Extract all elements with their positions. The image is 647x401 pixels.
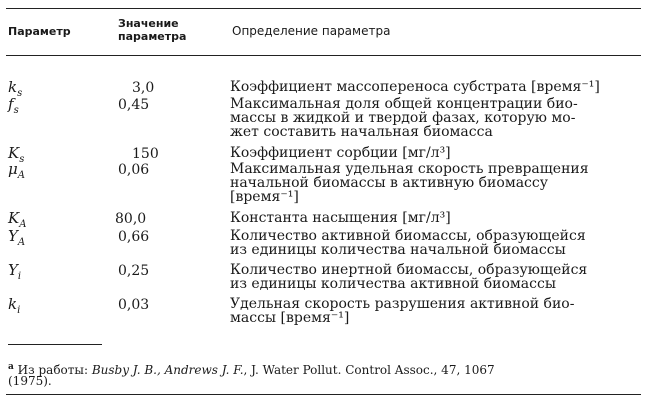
header-value-line1: Значение bbox=[118, 17, 179, 30]
top-rule bbox=[6, 8, 641, 9]
parameter-definition bbox=[230, 211, 640, 225]
definition-line: [время⁻¹] bbox=[230, 189, 299, 205]
parameter-value: 0,03 bbox=[118, 297, 150, 313]
header-rule bbox=[6, 55, 641, 56]
definition-line: Удельная скорость разрушения активной био- bbox=[230, 296, 575, 312]
symbol-main: k bbox=[8, 78, 18, 96]
footnote-line2: (1975). bbox=[8, 374, 52, 388]
parameter-definition bbox=[230, 80, 640, 94]
parameter-definition bbox=[230, 97, 640, 139]
parameter-definition bbox=[230, 263, 640, 291]
definition-line: массы в жидкой и твердой фазах, которую мо- bbox=[230, 110, 576, 126]
parameter-value: 0,45 bbox=[118, 97, 150, 113]
definition-line: Количество инертной биомассы, образующейся bbox=[230, 262, 588, 278]
footnote bbox=[8, 360, 495, 377]
parameter-symbol bbox=[8, 95, 19, 116]
symbol-subscript: i bbox=[17, 305, 21, 316]
parameter-value: 80,0 bbox=[115, 211, 147, 227]
definition-line: жет составить начальная биомасса bbox=[230, 124, 493, 140]
header-parameter: Параметр bbox=[8, 25, 71, 38]
symbol-subscript: A bbox=[17, 237, 26, 248]
symbol-main: k bbox=[8, 295, 18, 313]
symbol-main: K bbox=[8, 209, 20, 227]
parameter-value: 0,06 bbox=[118, 162, 150, 178]
parameter-symbol bbox=[8, 295, 20, 316]
definition-line: начальной биомассы в активную биомассу bbox=[230, 175, 548, 191]
parameter-symbol bbox=[8, 160, 25, 181]
definition-line: Константа насыщения [мг/л³] bbox=[230, 210, 451, 226]
parameter-value: 3,0 bbox=[132, 80, 155, 96]
definition-line: Количество активной биомассы, образующейся bbox=[230, 228, 586, 244]
parameter-value: 0,25 bbox=[118, 263, 150, 279]
symbol-subscript: A bbox=[19, 219, 27, 230]
parameter-value: 0,66 bbox=[118, 229, 150, 245]
definition-line: Коэффициент сорбции [мг/л³] bbox=[230, 145, 451, 161]
symbol-subscript: s bbox=[17, 88, 23, 99]
symbol-subscript: i bbox=[17, 271, 22, 282]
parameter-definition bbox=[230, 229, 640, 257]
definition-line: Максимальная удельная скорость превращения bbox=[230, 161, 589, 177]
parameter-definition bbox=[230, 162, 640, 204]
parameter-definition bbox=[230, 146, 640, 160]
header-definition: Определение параметра bbox=[232, 24, 391, 38]
definition-line: из единицы количества начальной биомассы bbox=[230, 242, 566, 258]
header-value-line2: параметра bbox=[118, 30, 187, 43]
footnote-source: , J. Water Pollut. Control Assoc., 47, 1067 bbox=[243, 363, 495, 377]
definition-line: из единицы количества активной биомассы bbox=[230, 276, 556, 292]
footnote-authors: Busby J. B., Andrews J. F. bbox=[91, 363, 244, 377]
symbol-main: f bbox=[8, 95, 14, 113]
footnote-prefix: Из работы: bbox=[13, 363, 92, 377]
symbol-main: μ bbox=[8, 160, 18, 178]
definition-line: Максимальная доля общей концентрации био- bbox=[230, 96, 578, 112]
bottom-rule bbox=[6, 394, 641, 395]
symbol-main: Y bbox=[8, 227, 18, 245]
symbol-subscript: s bbox=[19, 154, 25, 165]
definition-line: массы [время⁻¹] bbox=[230, 310, 350, 326]
parameter-symbol bbox=[8, 227, 25, 248]
symbol-main: Y bbox=[8, 261, 18, 279]
symbol-subscript: A bbox=[17, 170, 25, 181]
footnote-mark: a bbox=[8, 362, 14, 372]
parameter-symbol bbox=[8, 261, 21, 282]
symbol-main: K bbox=[8, 144, 20, 162]
parameter-definition bbox=[230, 297, 640, 325]
footnote-rule bbox=[8, 344, 102, 345]
parameter-value: 150 bbox=[132, 146, 159, 162]
symbol-subscript: s bbox=[13, 105, 19, 116]
definition-line: Коэффициент массопереноса субстрата [время⁻¹] bbox=[230, 79, 600, 95]
